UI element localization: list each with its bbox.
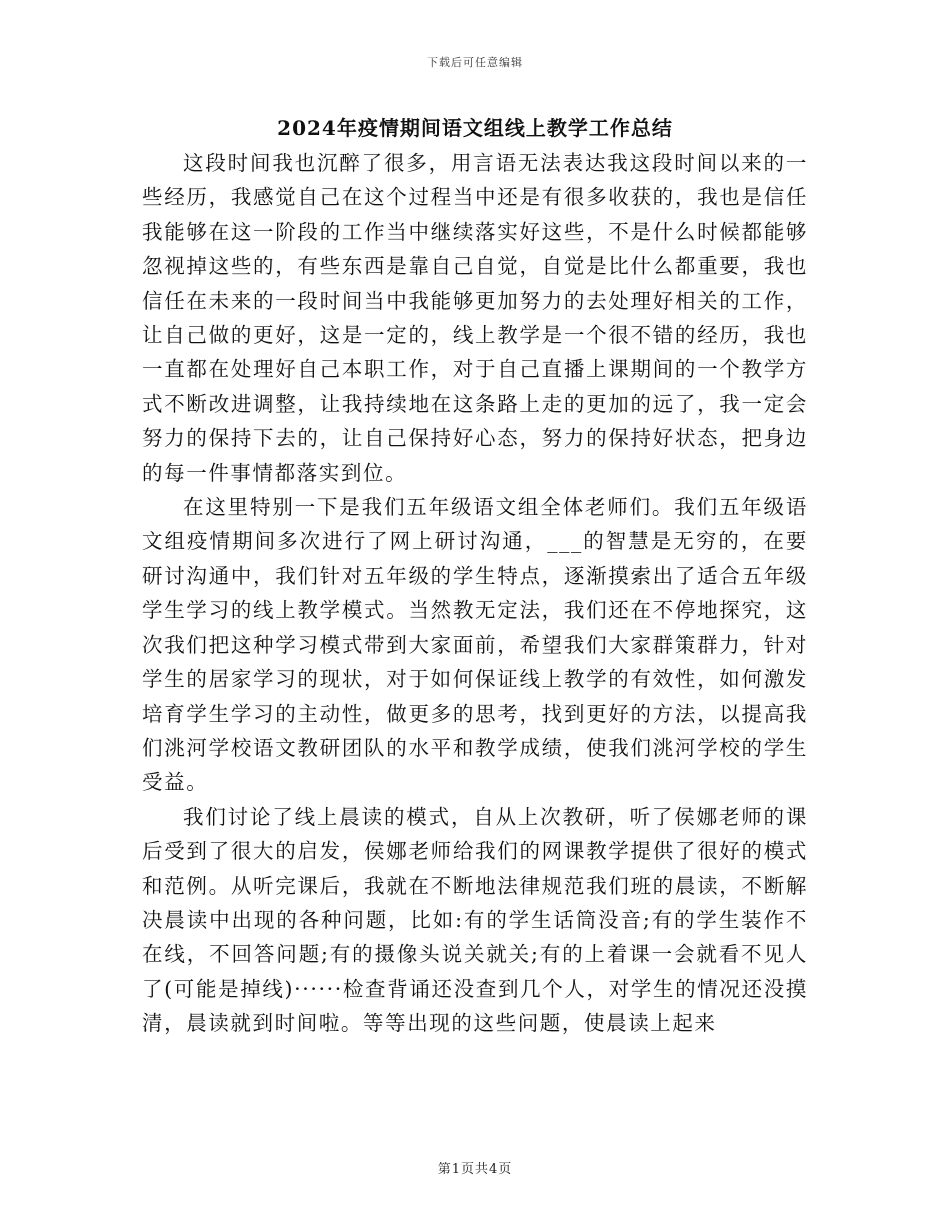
page-header-note: 下载后可任意编辑 xyxy=(427,56,523,69)
document-body xyxy=(142,146,808,1041)
paragraph: 在这里特别一下是我们五年级语文组全体老师们。我们五年级语文组疫情期间多次进行了网上研讨沟通，___的智慧是无穷的，在要研讨沟通中，我们针对五年级的学生特点，逐渐摸索出了适合五年级学生学习的线上教学模式。当然教无定法，我们还在不停地探究，这次我们把这种学习模式带到大家面前，希望我们大家群策群力，针对学生的居家学习的现状，对于如何保证线上教学的有效性，如何激发培育学生学习的主动性，做更多的思考，找到更好的方法，以提高我们洮河学校语文教研团队的水平和教学成绩，使我们洮河学校的学生受益。 xyxy=(142,495,808,795)
page-footer-pagination: 第1页共4页 xyxy=(437,1162,513,1177)
paragraph: 我们讨论了线上晨读的模式，自从上次教研，听了侯娜老师的课后受到了很大的启发，侯娜老师给我们的网课教学提供了很好的模式和范例。从听完课后，我就在不断地法律规范我们班的晨读，不断解决晨读中出现的各种问题，比如:有的学生话筒没音;有的学生装作不在线，不回答问题;有的摄像头说关就关;有的上着课一会就看不见人了(可能是掉线)······检查背诵还没查到几个人，对学生的情况还没摸清，晨读就到时间啦。等等出现的这些问题，使晨读上起来 xyxy=(142,804,808,1036)
paragraph: 这段时间我也沉醉了很多，用言语无法表达我这段时间以来的一些经历，我感觉自己在这个过程当中还是有很多收获的，我也是信任我能够在这一阶段的工作当中继续落实好这些，不是什么时候都能够忽视掉这些的，有些东西是靠自己自觉，自觉是比什么都重要，我也信任在未来的一段时间当中我能够更加努力的去处理好相关的工作，让自己做的更好，这是一定的，线上教学是一个很不错的经历，我也一直都在处理好自己本职工作，对于自己直播上课期间的一个教学方式不断改进调整，让我持续地在这条路上走的更加的远了，我一定会努力的保持下去的，让自己保持好心态，努力的保持好状态，把身边的每一件事情都落实到位。 xyxy=(142,151,808,485)
document-title: 2024年疫情期间语文组线上教学工作总结 xyxy=(277,116,673,140)
